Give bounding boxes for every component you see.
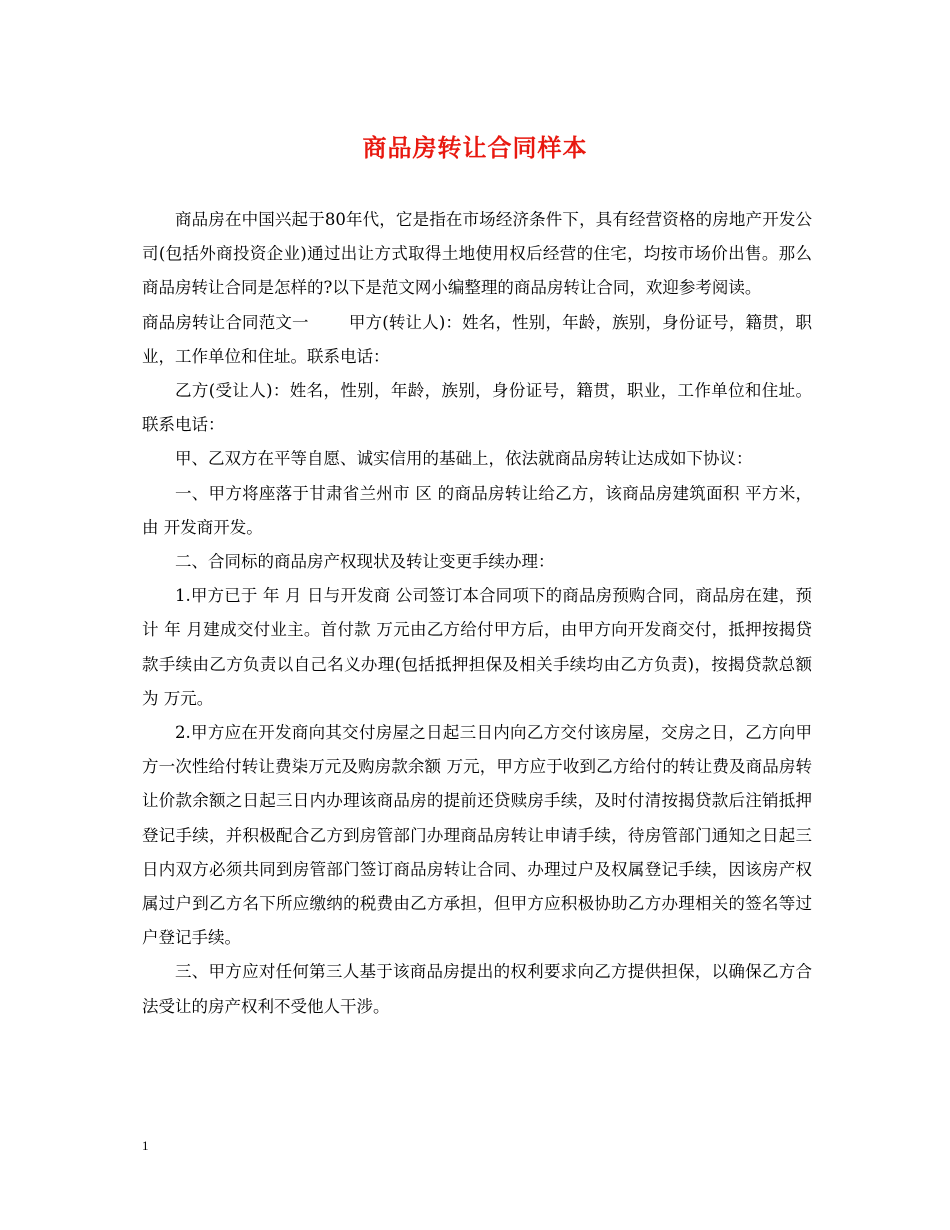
page-number: 1	[142, 1138, 149, 1153]
clause-2-1: 1.甲方已于 年 月 日与开发商 公司签订本合同项下的商品房预购合同，商品房在建，预计 年 月建成交付业主。首付款 万元由乙方给付甲方后，由甲方向开发商交付，抵押按揭贷款手续由乙方负责以自己名义办理(包括抵押担保及相关手续均由乙方负责)，按揭贷款总额为 万元。	[142, 586, 812, 708]
sample-line	[142, 306, 812, 374]
agreement-paragraph: 甲、乙双方在平等自愿、诚实信用的基础上，依法就商品房转让达成如下协议：	[175, 449, 753, 469]
party-a-paragraph: 甲方(转让人)：姓名，性别，年龄，族别，身份证号，籍贯，职业，工作单位和住址。联系电话：	[142, 312, 813, 366]
party-b-paragraph: 乙方(受让人)：姓名，性别，年龄，族别，身份证号，籍贯，职业，工作单位和住址。联系电话：	[142, 381, 812, 435]
intro-paragraph: 商品房在中国兴起于80年代，它是指在市场经济条件下，具有经营资格的房地产开发公司(包括外商投资企业)通过出让方式取得土地使用权后经营的住宅，均按市场价出售。那么商品房转让合同是怎样的?以下是范文网小编整理的商品房转让合同，欢迎参考阅读。	[142, 210, 812, 298]
clause-2-2: 2.甲方应在开发商向其交付房屋之日起三日内向乙方交付该房屋，交房之日，乙方向甲方一次性给付转让费柒万元及购房款余额 万元，甲方应于收到乙方给付的转让费及商品房转让价款余额之日起三日内办理该商品房的提前还贷赎房手续，及时付清按揭贷款后注销抵押登记手续，并积极配合乙方到房管部门办理商品房转让申请手续，待房管部门通知之日起三日内双方必须共同到房管部门签订商品房转让合同、办理过户及权属登记手续，因该房产权属过户到乙方名下所应缴纳的税费由乙方承担，但甲方应积极协助乙方办理相关的签名等过户登记手续。	[142, 723, 812, 948]
sample-heading: 商品房转让合同范文一	[142, 312, 309, 332]
document-title: 商品房转让合同样本	[362, 134, 588, 162]
clause-1: 一、甲方将座落于甘肃省兰州市 区 的商品房转让给乙方，该商品房建筑面积 平方米，由 开发商开发。	[142, 483, 812, 537]
clause-3: 三、甲方应对任何第三人基于该商品房提出的权利要求向乙方提供担保，以确保乙方合法受让的房产权利不受他人干涉。	[142, 962, 812, 1016]
clause-2: 二、合同标的商品房产权现状及转让变更手续办理：	[175, 552, 555, 572]
document-body	[142, 203, 812, 1024]
